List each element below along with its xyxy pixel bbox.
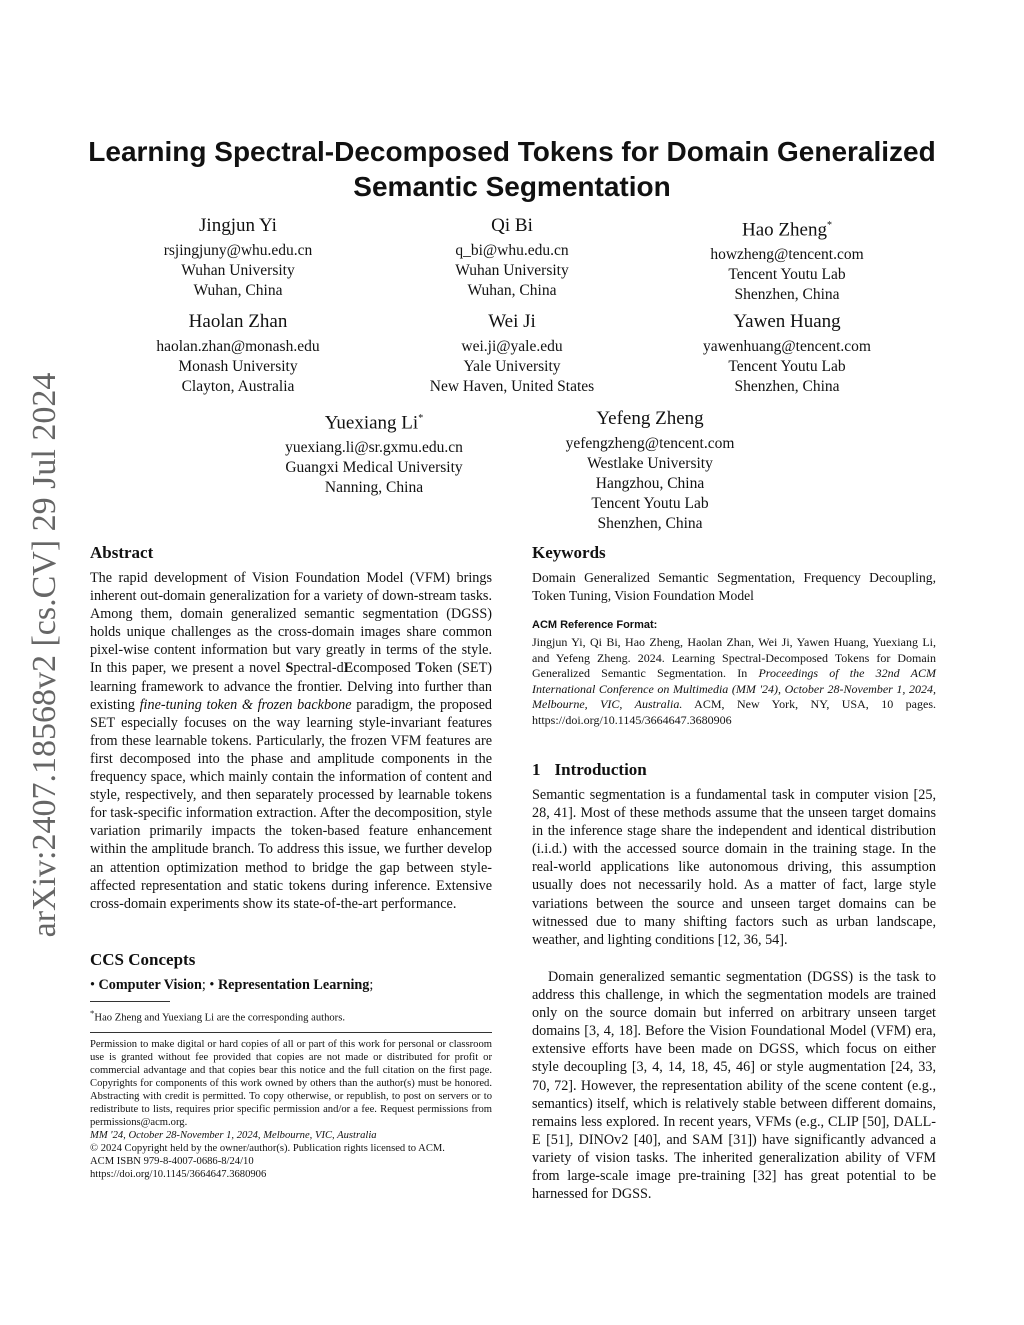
- author-email: wei.ji@yale.edu: [461, 338, 563, 355]
- author-block: [362, 215, 662, 301]
- author-email: yuexiang.li@sr.gxmu.edu.cn: [285, 439, 463, 457]
- author-email: q_bi@whu.edu.cn: [455, 242, 569, 259]
- corresponding-mark: *: [418, 413, 424, 424]
- author-block: [88, 311, 388, 397]
- author-location: Wuhan, China: [467, 282, 557, 299]
- author-block: [500, 408, 800, 534]
- arxiv-identifier: arXiv:2407.18568v2 [cs.CV] 29 Jul 2024: [26, 372, 63, 938]
- author-block: [637, 215, 937, 305]
- copyright-line: © 2024 Copyright held by the owner/author(s). Publication rights licensed to ACM.: [90, 1143, 445, 1154]
- author-affiliation: Westlake University: [587, 455, 713, 472]
- author-email: yefengzheng@tencent.com: [565, 435, 735, 452]
- author-block: [88, 215, 388, 301]
- conference-line: MM '24, October 28-November 1, 2024, Melbourne, VIC, Australia: [90, 1130, 377, 1141]
- author-affiliation: Monash University: [178, 358, 298, 375]
- author-location: New Haven, United States: [429, 378, 595, 395]
- author-affiliation: Tencent Youtu Lab: [728, 358, 846, 375]
- keywords-heading: Keywords: [532, 543, 606, 562]
- author-affiliation: Yale University: [463, 358, 561, 375]
- author-affiliation: Tencent Youtu Lab: [728, 266, 846, 284]
- abstract-heading: Abstract: [90, 543, 154, 562]
- author-location: Shenzhen, China: [734, 378, 840, 395]
- abstract-text: The rapid development of Vision Foundation Model (VFM) brings inherent out-domain generalization for a variety of down-stream tasks. Among them, domain generalized semantic segmentation (DGSS) holds unique challenges as the cross-domain images share common pixel-wise content information but vary greatly in terms of the style. In this paper, we present a novel Spectral-dEcomposed Token (SET) learning framework to advance the frontier. Delving into further than existing fine-tuning token & frozen backbone paradigm, the proposed SET especially focuses on the way learning style-invariant features from these learnable tokens. Particularly, the frozen VFM features are first decomposed into the phase and amplitude components in the frequency space, which mainly contain the information of content and style, respectively, and then separately processed by learnable tokens for task-specific information extraction. After the decomposition, style variation primarily impacts the token-based feature enhancement within the amplitude branch. To address this issue, we further develop an attention optimization method to bridge the gap between style-affected representation and static tokens during inference. Extensive cross-domain experiments show its state-of-the-art performance.: [90, 570, 492, 912]
- author-block: [637, 311, 937, 397]
- intro-paragraph-2: Domain generalized semantic segmentation (DGSS) is the task to address this challenge, in which the segmentation models are trained only on the source domain but inferred on arbitrary unseen target domains [3, 4, 18]. Before the Vision Foundational Model (VFM) era, extensive efforts have been made on DGSS, which focus on either style decoupling [3, 4, 14, 18, 45, 46] or style augmentation [24, 33, 70, 72]. However, the representation ability of the scene content (e.g., semantics) itself, which is relatively stable between different domains, remains less explored. In recent years, VFMs (e.g., CLIP [50], DALL-E [51], DINOv2 [40], and SAM [31]) have significantly advanced a variety of vision tasks. The inherited generalization ability of VFM from large-scale image pre-training [32] has great potential to be harnessed for DGSS.: [532, 969, 936, 1203]
- acm-ref-text: Jingjun Yi, Qi Bi, Hao Zheng, Haolan Zhan, Wei Ji, Yawen Huang, Yuexiang Li, and Yefeng Zheng. 2024. Learning Spectral-Decomposed Tokens for Domain Generalized Semantic Segmentation. In Proceedings of the 32nd ACM International Conference on Multimedia (MM '24), October 28-November 1, 2024, Melbourne, VIC, Australia. ACM, New York, NY, USA, 10 pages. https://doi.org/10.1145/3664647.3680906: [532, 635, 937, 727]
- intro-paragraph-1: Semantic segmentation is a fundamental task in computer vision [25, 28, 41]. Most of these methods assume that the unseen target domains in the inference stage share the independent and identical distribution (i.i.d.) with the accessed source domain in the training stage. In the real-world applications like autonomous driving, this assumption usually does not necessarily hold. As a matter of fact, large style variations between the source and unseen target domains can be witnessed due to many shifting factors such as urban landscape, weather, and lighting conditions [12, 36, 54].: [532, 787, 936, 948]
- introduction-heading: 1 Introduction: [532, 760, 647, 779]
- ccs-concepts: • Computer Vision; • Representation Learning;: [90, 977, 374, 993]
- author-location: Clayton, Australia: [181, 378, 295, 395]
- author-email: yawenhuang@tencent.com: [703, 338, 871, 355]
- author-name: Yawen Huang: [733, 311, 841, 332]
- author-name: Qi Bi: [491, 215, 533, 236]
- corresponding-mark: *: [826, 220, 832, 231]
- author-affiliation: Wuhan University: [181, 262, 295, 279]
- ccs-heading: CCS Concepts: [90, 950, 196, 969]
- permission-divider: [90, 1032, 492, 1033]
- doi-line: https://doi.org/10.1145/3664647.3680906: [90, 1169, 267, 1180]
- author-location: Shenzhen, China: [734, 286, 840, 304]
- footnote-divider: [90, 1001, 170, 1002]
- author-location: Shenzhen, China: [597, 515, 703, 532]
- isbn-line: ACM ISBN 979-8-4007-0686-8/24/10: [90, 1156, 254, 1167]
- author-name: Haolan Zhan: [188, 311, 288, 332]
- author-name: Hao Zheng*: [742, 219, 832, 241]
- paper-title: [80, 134, 944, 204]
- author-location: Wuhan, China: [193, 282, 283, 299]
- author-location: Nanning, China: [324, 479, 424, 497]
- author-name: Yuexiang Li*: [324, 412, 424, 434]
- author-block: [224, 408, 524, 498]
- author-email: rsjingjuny@whu.edu.cn: [163, 242, 313, 259]
- permission-notice: Permission to make digital or hard copies of all or part of this work for personal or classroom use is granted without fee provided that copies are not made or distributed for profit or commercial advantage and that copies bear this notice and the full citation on the first page. Copyrights for components of this work owned by others than the author(s) must be honored. Abstracting with credit is permitted. To copy otherwise, or republish, to post on servers or to redistribute to lists, requires prior specific permission and/or a fee. Request permissions from permissions@acm.org.: [90, 1039, 492, 1128]
- corresponding-footnote: *Hao Zheng and Yuexiang Li are the corresponding authors.: [90, 1008, 345, 1024]
- author-name: Wei Ji: [488, 311, 536, 332]
- author-email: haolan.zhan@monash.edu: [156, 338, 320, 355]
- author-affiliation: Tencent Youtu Lab: [591, 495, 709, 512]
- acm-ref-heading: ACM Reference Format:: [532, 619, 658, 631]
- author-name: Yefeng Zheng: [596, 408, 704, 429]
- title-line: Learning Spectral-Decomposed Tokens for Domain Generalized: [88, 136, 936, 167]
- title-line: Semantic Segmentation: [353, 171, 671, 202]
- author-name: Jingjun Yi: [199, 215, 277, 236]
- permission-block: [90, 1038, 492, 1181]
- author-location: Hangzhou, China: [595, 475, 705, 492]
- author-affiliation: Wuhan University: [455, 262, 569, 279]
- keywords-text: Domain Generalized Semantic Segmentation, Frequency Decoupling, Token Tuning, Vision Foundation Model: [532, 570, 936, 604]
- author-affiliation: Guangxi Medical University: [285, 459, 463, 477]
- author-email: howzheng@tencent.com: [710, 246, 864, 264]
- author-block: [362, 311, 662, 397]
